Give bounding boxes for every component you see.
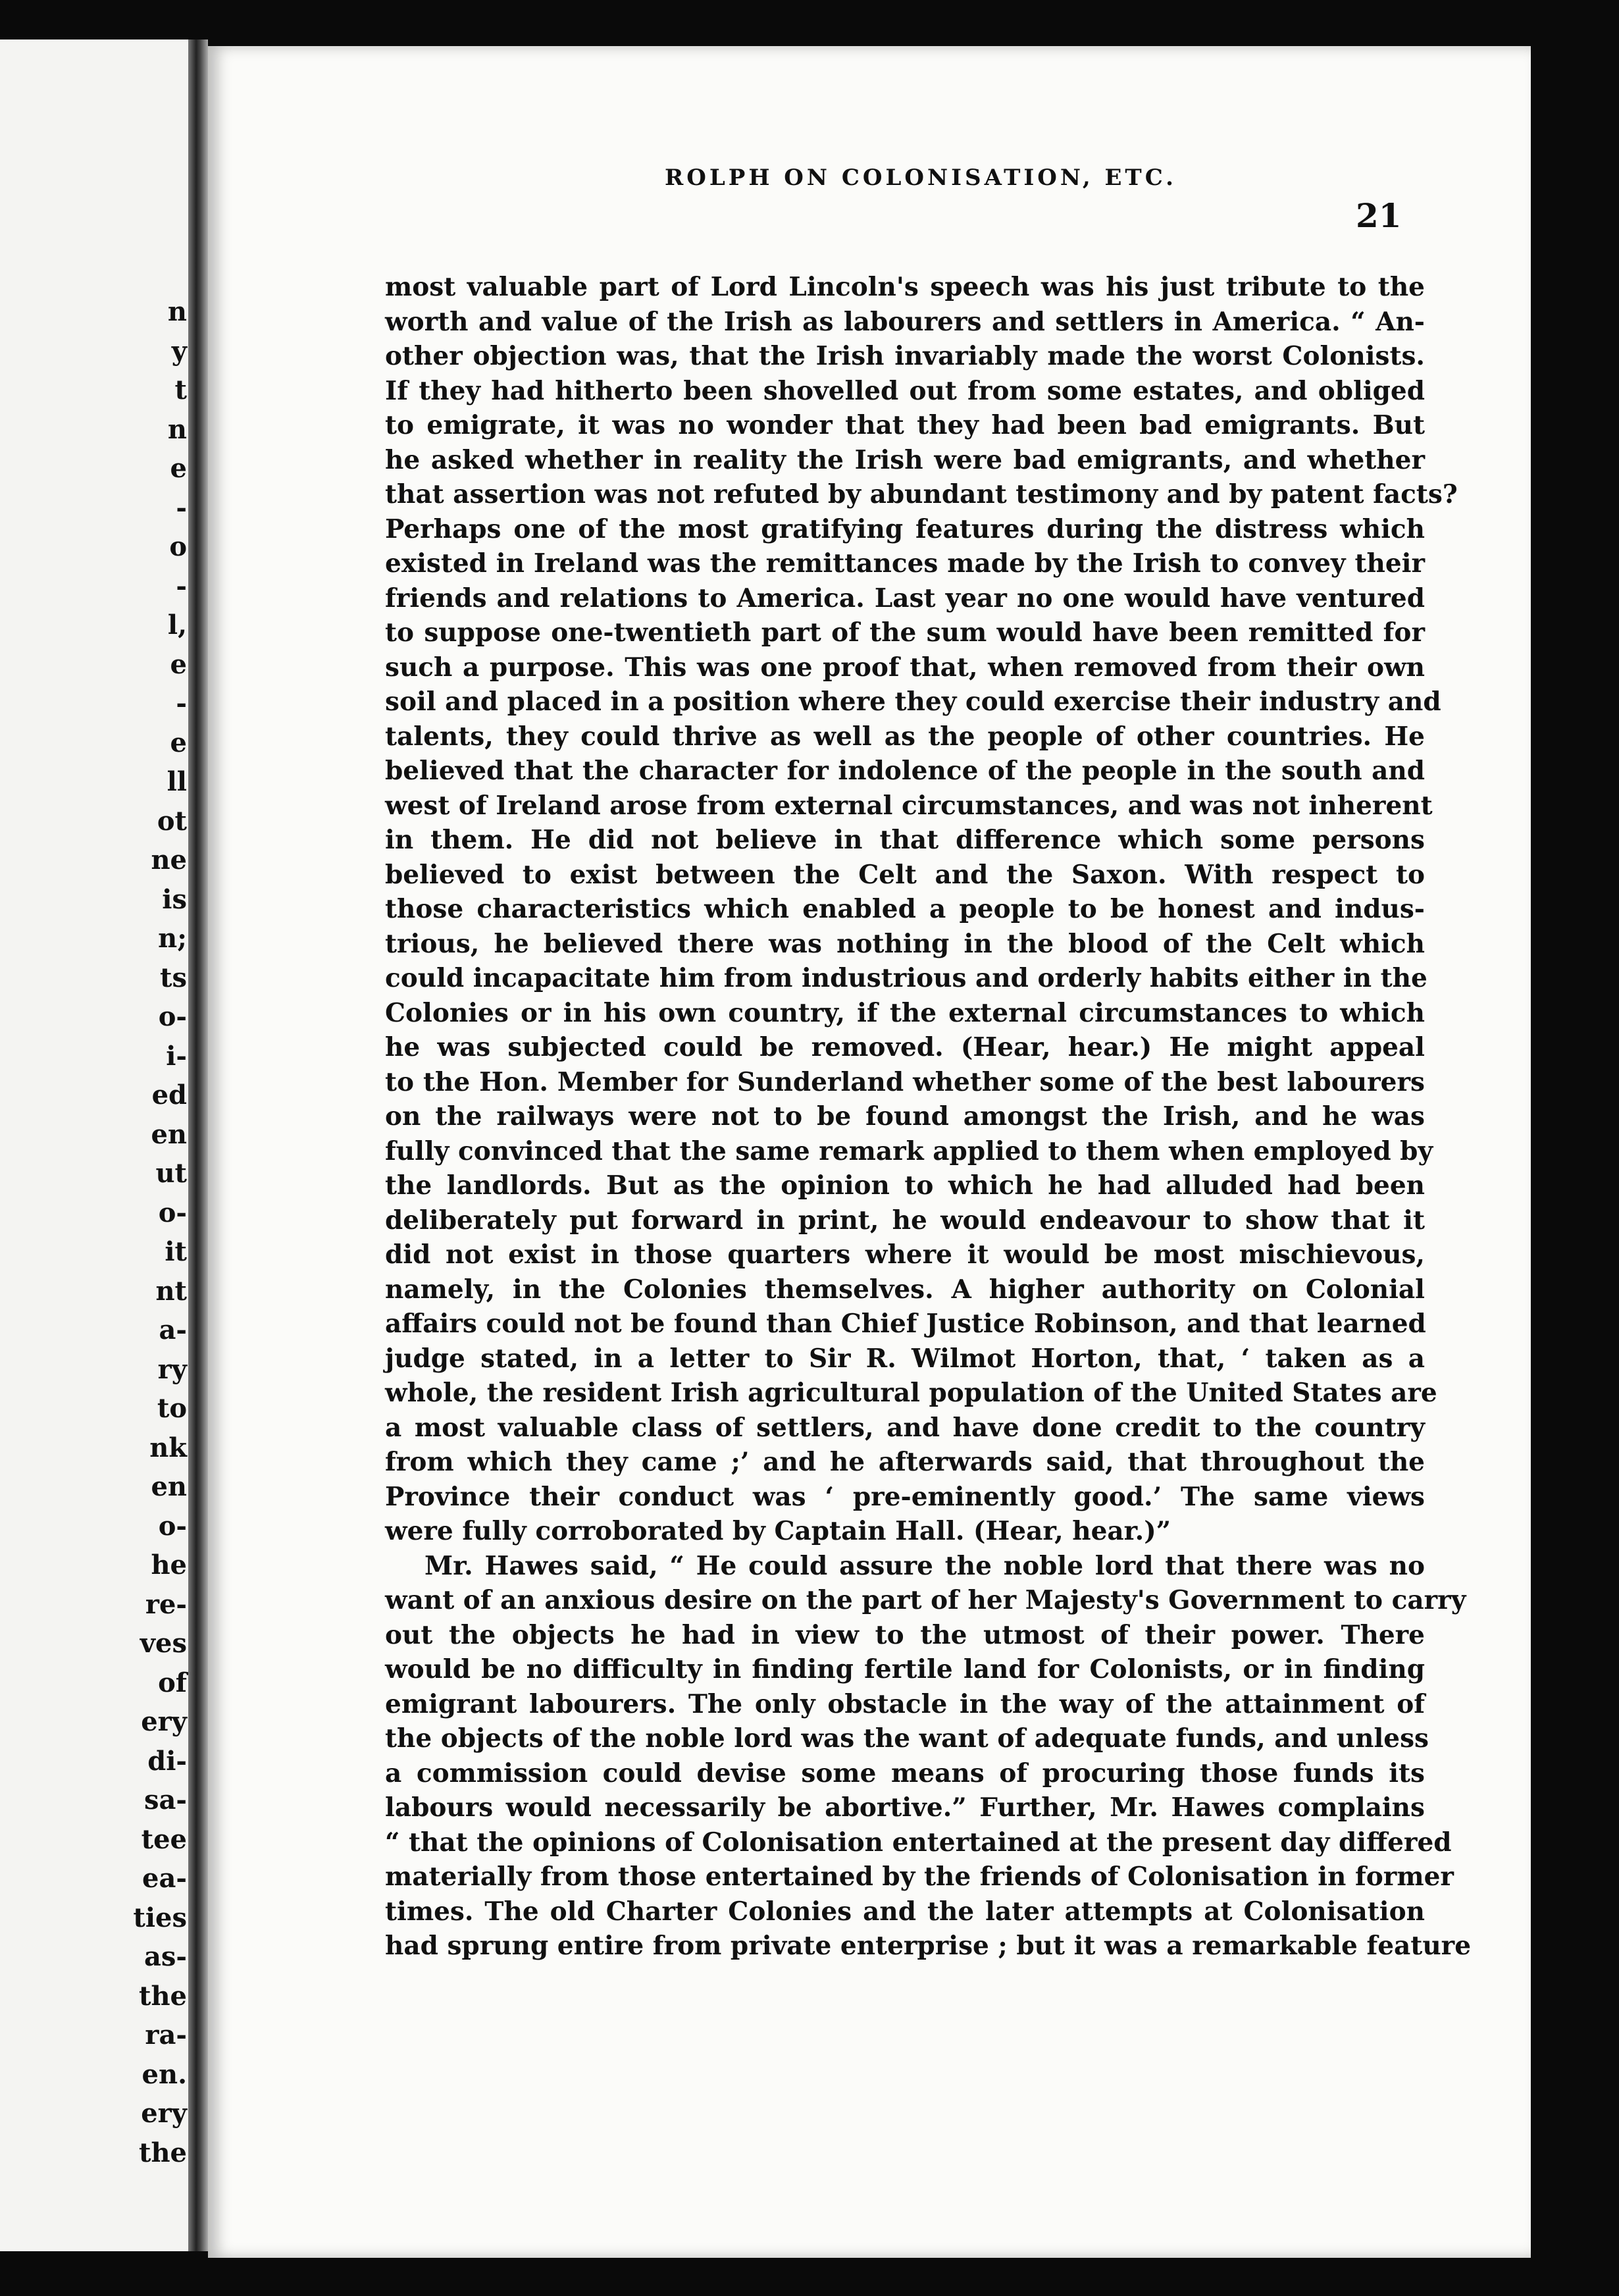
text-line: affairs could not be found than Chief Justice Robinson, and that learned [385,1309,1426,1339]
facing-page-fragment: - [176,570,187,602]
facing-page-fragment: - [176,492,187,523]
facing-page-fragment: ne [151,845,187,875]
text-line: Perhaps one of the most gratifying features during the distress which [385,513,1425,544]
facing-page-fragment: as- [143,1941,187,1972]
facing-page-fragment: it [165,1236,187,1267]
text-line: out the objects he had in view to the utmost of their power. There [385,1619,1425,1650]
text-line: whole, the resident Irish agricultural population of the United States are [385,1378,1437,1408]
facing-page-edge [0,39,197,2251]
text-line: Province their conduct was ‘ pre-eminently good.’ The same views [385,1481,1425,1512]
facing-page-fragment: is [162,883,187,915]
text-line: could incapacitate him from industrious and orderly habits either in the [385,963,1427,993]
facing-page-fragment: ties [133,1902,187,1933]
text-line: a commission could devise some means of procuring those funds its [385,1758,1425,1788]
facing-page-fragment: ves [140,1628,187,1659]
text-line: existed in Ireland was the remittances made by the Irish to convey their [385,548,1425,579]
text-line: emigrant labourers. The only obstacle in the way of the attainment of [385,1688,1425,1719]
body-text [385,270,1472,1964]
facing-page-fragment: en [151,1118,187,1150]
facing-page-fragment: tee [141,1823,187,1855]
facing-page-fragment: re- [145,1588,187,1620]
book-gutter [188,39,208,2251]
facing-page-fragment: to [157,1393,187,1424]
text-line: a most valuable class of settlers, and have done credit to the country [385,1412,1425,1443]
facing-page-fragment: ut [155,1158,187,1189]
facing-page-fragment: ll [167,766,187,797]
text-line: to emigrate, it was no wonder that they had been bad emigrants. But [385,410,1425,440]
text-line: talents, they could thrive as well as the people of other countries. He [385,721,1425,752]
facing-page-fragment: n [167,413,187,445]
facing-page-fragment: the [138,2137,187,2168]
text-line: he was subjected could be removed. (Hear, hear.) He might appeal [385,1032,1425,1062]
text-line: fully convinced that the same remark applied to them when employed by [385,1135,1433,1166]
text-line: would be no difficulty in finding fertile land for Colonists, or in finding [385,1654,1425,1684]
facing-page-fragment: e [170,727,187,758]
text-line: “ that the opinions of Colonisation entertained at the present day differed [385,1827,1452,1858]
facing-page-fragment: y [171,335,187,367]
facing-page-fragment: en. [141,2058,187,2090]
facing-page-fragment: n; [158,923,187,954]
facing-page-fragment: o- [158,1001,187,1032]
text-line: were fully corroborated by Captain Hall. (Hear, hear.)” [385,1516,1171,1546]
text-line: other objection was, that the Irish invariably made the worst Colonists. [385,341,1425,371]
text-line: to suppose one-twentieth part of the sum would have been remitted for [385,617,1425,648]
text-line: judge stated, in a letter to Sir R. Wilmot Horton, that, ‘ taken as a [385,1343,1425,1374]
text-line: labours would necessarily be abortive.” Further, Mr. Hawes complains [385,1792,1425,1823]
text-line: If they had hitherto been shovelled out from some estates, and obliged [385,375,1425,406]
text-line: Colonies or in his own country, if the external circumstances to which [385,997,1425,1028]
page-number: 21 [1356,196,1402,235]
text-line: trious, he believed there was nothing in the blood of the Celt which [385,928,1425,959]
text-line: the landlords. But as the opinion to which he had alluded had been [385,1170,1425,1201]
text-line: in them. He did not believe in that difference which some persons [385,825,1425,855]
text-line: friends and relations to America. Last year no one would have ventured [385,583,1425,613]
text-line: that assertion was not refuted by abundant testimony and by patent facts? [385,479,1458,509]
facing-page-fragment: e [170,648,187,680]
running-header: ROLPH ON COLONISATION, ETC. [665,165,1177,191]
text-line: to the Hon. Member for Sunderland whether some of the best labourers [385,1066,1425,1097]
text-line: believed that the character for indolence of the people in the south and [385,756,1425,786]
facing-page-fragment: ra- [145,2020,187,2050]
facing-page-fragment: l, [167,610,187,640]
text-line: such a purpose. This was one proof that, when removed from their own [385,652,1425,683]
facing-page-fragment: the [138,1980,187,2012]
text-line: those characteristics which enabled a people to be honest and indus- [385,894,1425,924]
facing-page-fragment: e [170,453,187,484]
text-line: want of an anxious desire on the part of her Majesty's Government to carry [385,1585,1466,1615]
text-line: deliberately put forward in print, he would endeavour to show that it [385,1205,1425,1236]
facing-page-fragment: nk [149,1432,187,1463]
text-line: most valuable part of Lord Lincoln's speech was his just tribute to the [385,272,1425,302]
text-line: times. The old Charter Colonies and the later attempts at Colonisation [385,1896,1425,1927]
text-line: believed to exist between the Celt and the Saxon. With respect to [385,859,1425,890]
text-line: west of Ireland arose from external circumstances, and was not inherent [385,790,1433,821]
facing-page-fragment: ea- [142,1863,187,1894]
facing-page-fragment: n [167,296,187,327]
text-line: he asked whether in reality the Irish were bad emigrants, and whether [385,444,1425,475]
facing-page-fragment: a- [159,1315,187,1345]
facing-page-fragment: ot [157,805,187,837]
text-line: Mr. Hawes said, “ He could assure the noble lord that there was no [424,1550,1425,1581]
facing-page-fragment: ery [141,1706,187,1737]
text-line: had sprung entire from private enterprise ; but it was a remarkable feature [385,1931,1472,1961]
facing-page-fragment: di- [147,1745,187,1777]
text-line: the objects of the noble lord was the want of adequate funds, and unless [385,1723,1429,1754]
facing-page-fragment: of [158,1667,187,1698]
facing-page-fragment: o [169,531,187,562]
facing-page-fragment: o- [158,1197,187,1228]
facing-page-fragment: ts [160,962,187,993]
facing-page-fragment: i- [166,1040,187,1072]
facing-page-fragment: ery [141,2098,187,2129]
facing-page-fragment: ry [157,1353,187,1385]
text-line: did not exist in those quarters where it would be most mischievous, [385,1239,1425,1270]
text-line: soil and placed in a position where they could exercise their industry and [385,687,1441,717]
text-line: namely, in the Colonies themselves. A higher authority on Colonial [385,1274,1425,1305]
text-line: on the railways were not to be found amongst the Irish, and he was [385,1101,1425,1132]
facing-page-fragment: en [151,1471,187,1502]
facing-page-fragment: sa- [143,1785,187,1815]
facing-page-fragment: - [176,688,187,719]
text-line: worth and value of the Irish as labourers and settlers in America. “ An- [385,306,1425,337]
facing-page-fragment: he [151,1550,187,1580]
facing-page-fragment: nt [155,1275,187,1307]
facing-page-fragment: t [174,375,187,405]
text-line: materially from those entertained by the friends of Colonisation in former [385,1862,1454,1892]
text-line: from which they came ;’ and he afterwards said, that throughout the [385,1447,1425,1477]
facing-page-fragment: o- [158,1510,187,1542]
facing-page-fragment: ed [151,1080,187,1110]
